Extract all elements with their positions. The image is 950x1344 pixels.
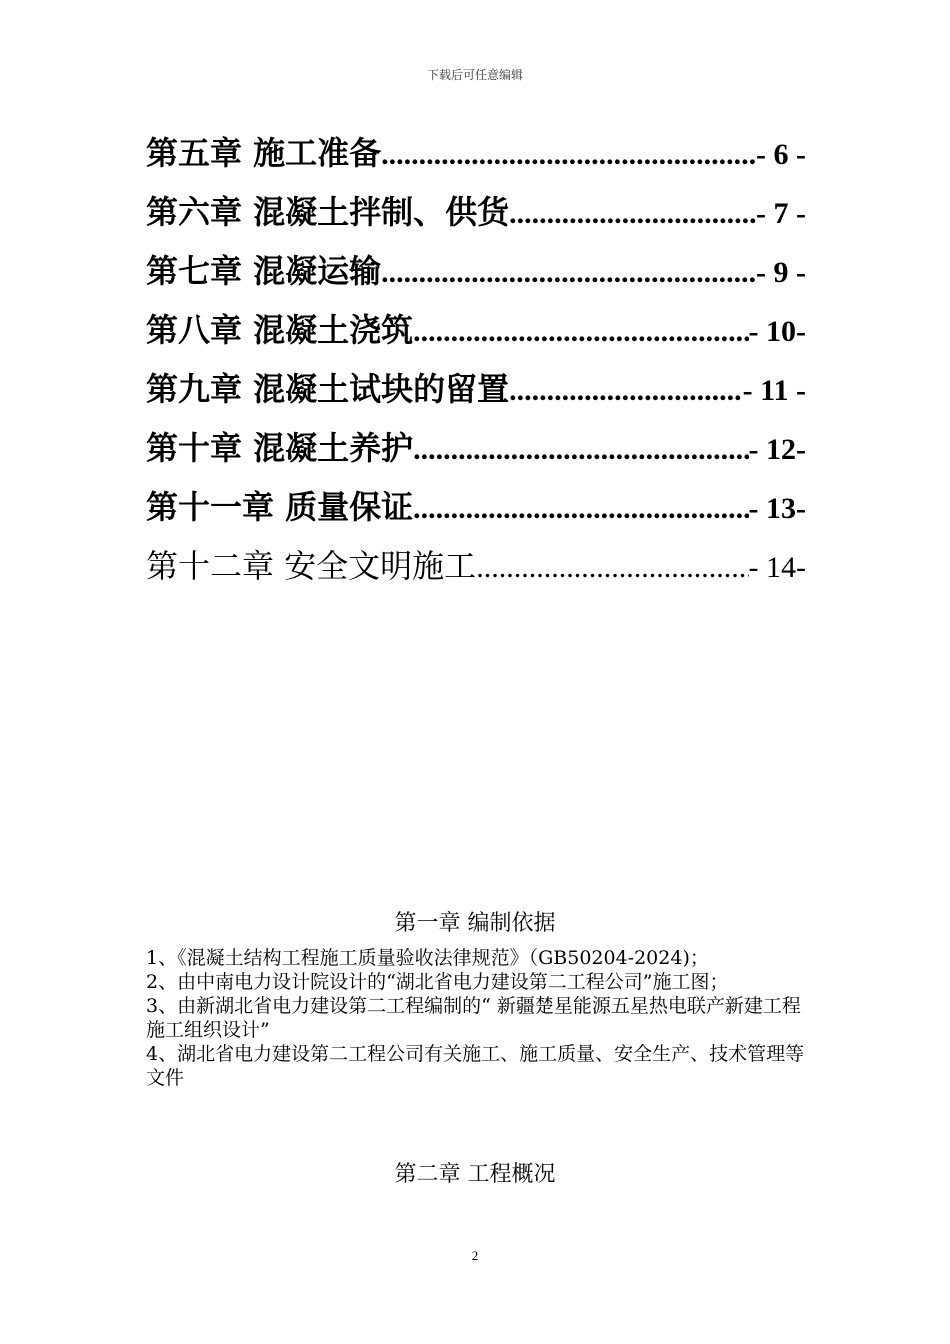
- table-of-contents: [146, 128, 806, 600]
- list-item: 4、湖北省电力建设第二工程公司有关施工、施工质量、安全生产、技术管理等文件: [146, 1043, 805, 1089]
- chapter-2-heading: 第二章 工程概况: [394, 1162, 556, 1187]
- toc-entry[interactable]: [146, 305, 806, 364]
- toc-dot-leader: [381, 256, 756, 290]
- toc-entry[interactable]: [146, 187, 806, 246]
- toc-entry-title: 第五章 施工准备: [146, 134, 382, 172]
- toc-entry[interactable]: [146, 482, 806, 541]
- toc-entry-page: - 10-: [748, 315, 806, 348]
- toc-entry-page: - 12-: [748, 433, 806, 466]
- toc-entry-page: - 6 -: [756, 138, 806, 171]
- toc-entry-title: 第十二章 安全文明施工: [146, 547, 477, 585]
- toc-entry[interactable]: [146, 128, 806, 187]
- toc-entry-title: 第八章 混凝土浇筑: [146, 311, 414, 349]
- list-item: 2、由中南电力设计院设计的“湖北省电力建设第二工程公司”施工图；: [146, 971, 729, 993]
- toc-entry-title: 第九章 混凝土试块的留置: [146, 370, 510, 408]
- toc-entry-title: 第十章 混凝土养护: [146, 429, 414, 467]
- toc-entry[interactable]: [146, 246, 806, 305]
- toc-dot-leader: [509, 197, 756, 231]
- toc-entry-page: - 14-: [748, 551, 806, 584]
- chapter-1-heading: 第一章 编制依据: [394, 911, 556, 936]
- compilation-basis-list: [146, 946, 806, 1090]
- list-item: 3、由新湖北省电力建设第二工程编制的“ 新疆楚星能源五星热电联产新建工程施工组织设计”: [146, 995, 801, 1041]
- toc-entry-page: - 13-: [748, 492, 806, 525]
- list-item: 1、《混凝土结构工程施工质量验收法律规范》（GB50204-2024)；: [146, 947, 709, 969]
- toc-entry[interactable]: [146, 423, 806, 482]
- toc-entry-page: - 11 -: [742, 374, 806, 407]
- toc-entry-title: 第十一章 质量保证: [146, 488, 414, 526]
- toc-entry-page: - 9 -: [756, 256, 806, 289]
- toc-dot-leader: [509, 374, 743, 408]
- toc-dot-leader: [476, 551, 748, 585]
- page-header: 下载后可任意编辑: [426, 68, 523, 82]
- toc-dot-leader: [381, 138, 756, 172]
- toc-entry-title: 第七章 混凝运输: [146, 252, 382, 290]
- page-number: 2: [471, 1248, 479, 1263]
- toc-dot-leader: [413, 433, 748, 467]
- toc-entry[interactable]: [146, 541, 806, 600]
- toc-dot-leader: [413, 492, 748, 526]
- toc-dot-leader: [413, 315, 748, 349]
- toc-entry[interactable]: [146, 364, 806, 423]
- toc-entry-page: - 7 -: [756, 197, 806, 230]
- toc-entry-title: 第六章 混凝土拌制、供货: [146, 193, 510, 231]
